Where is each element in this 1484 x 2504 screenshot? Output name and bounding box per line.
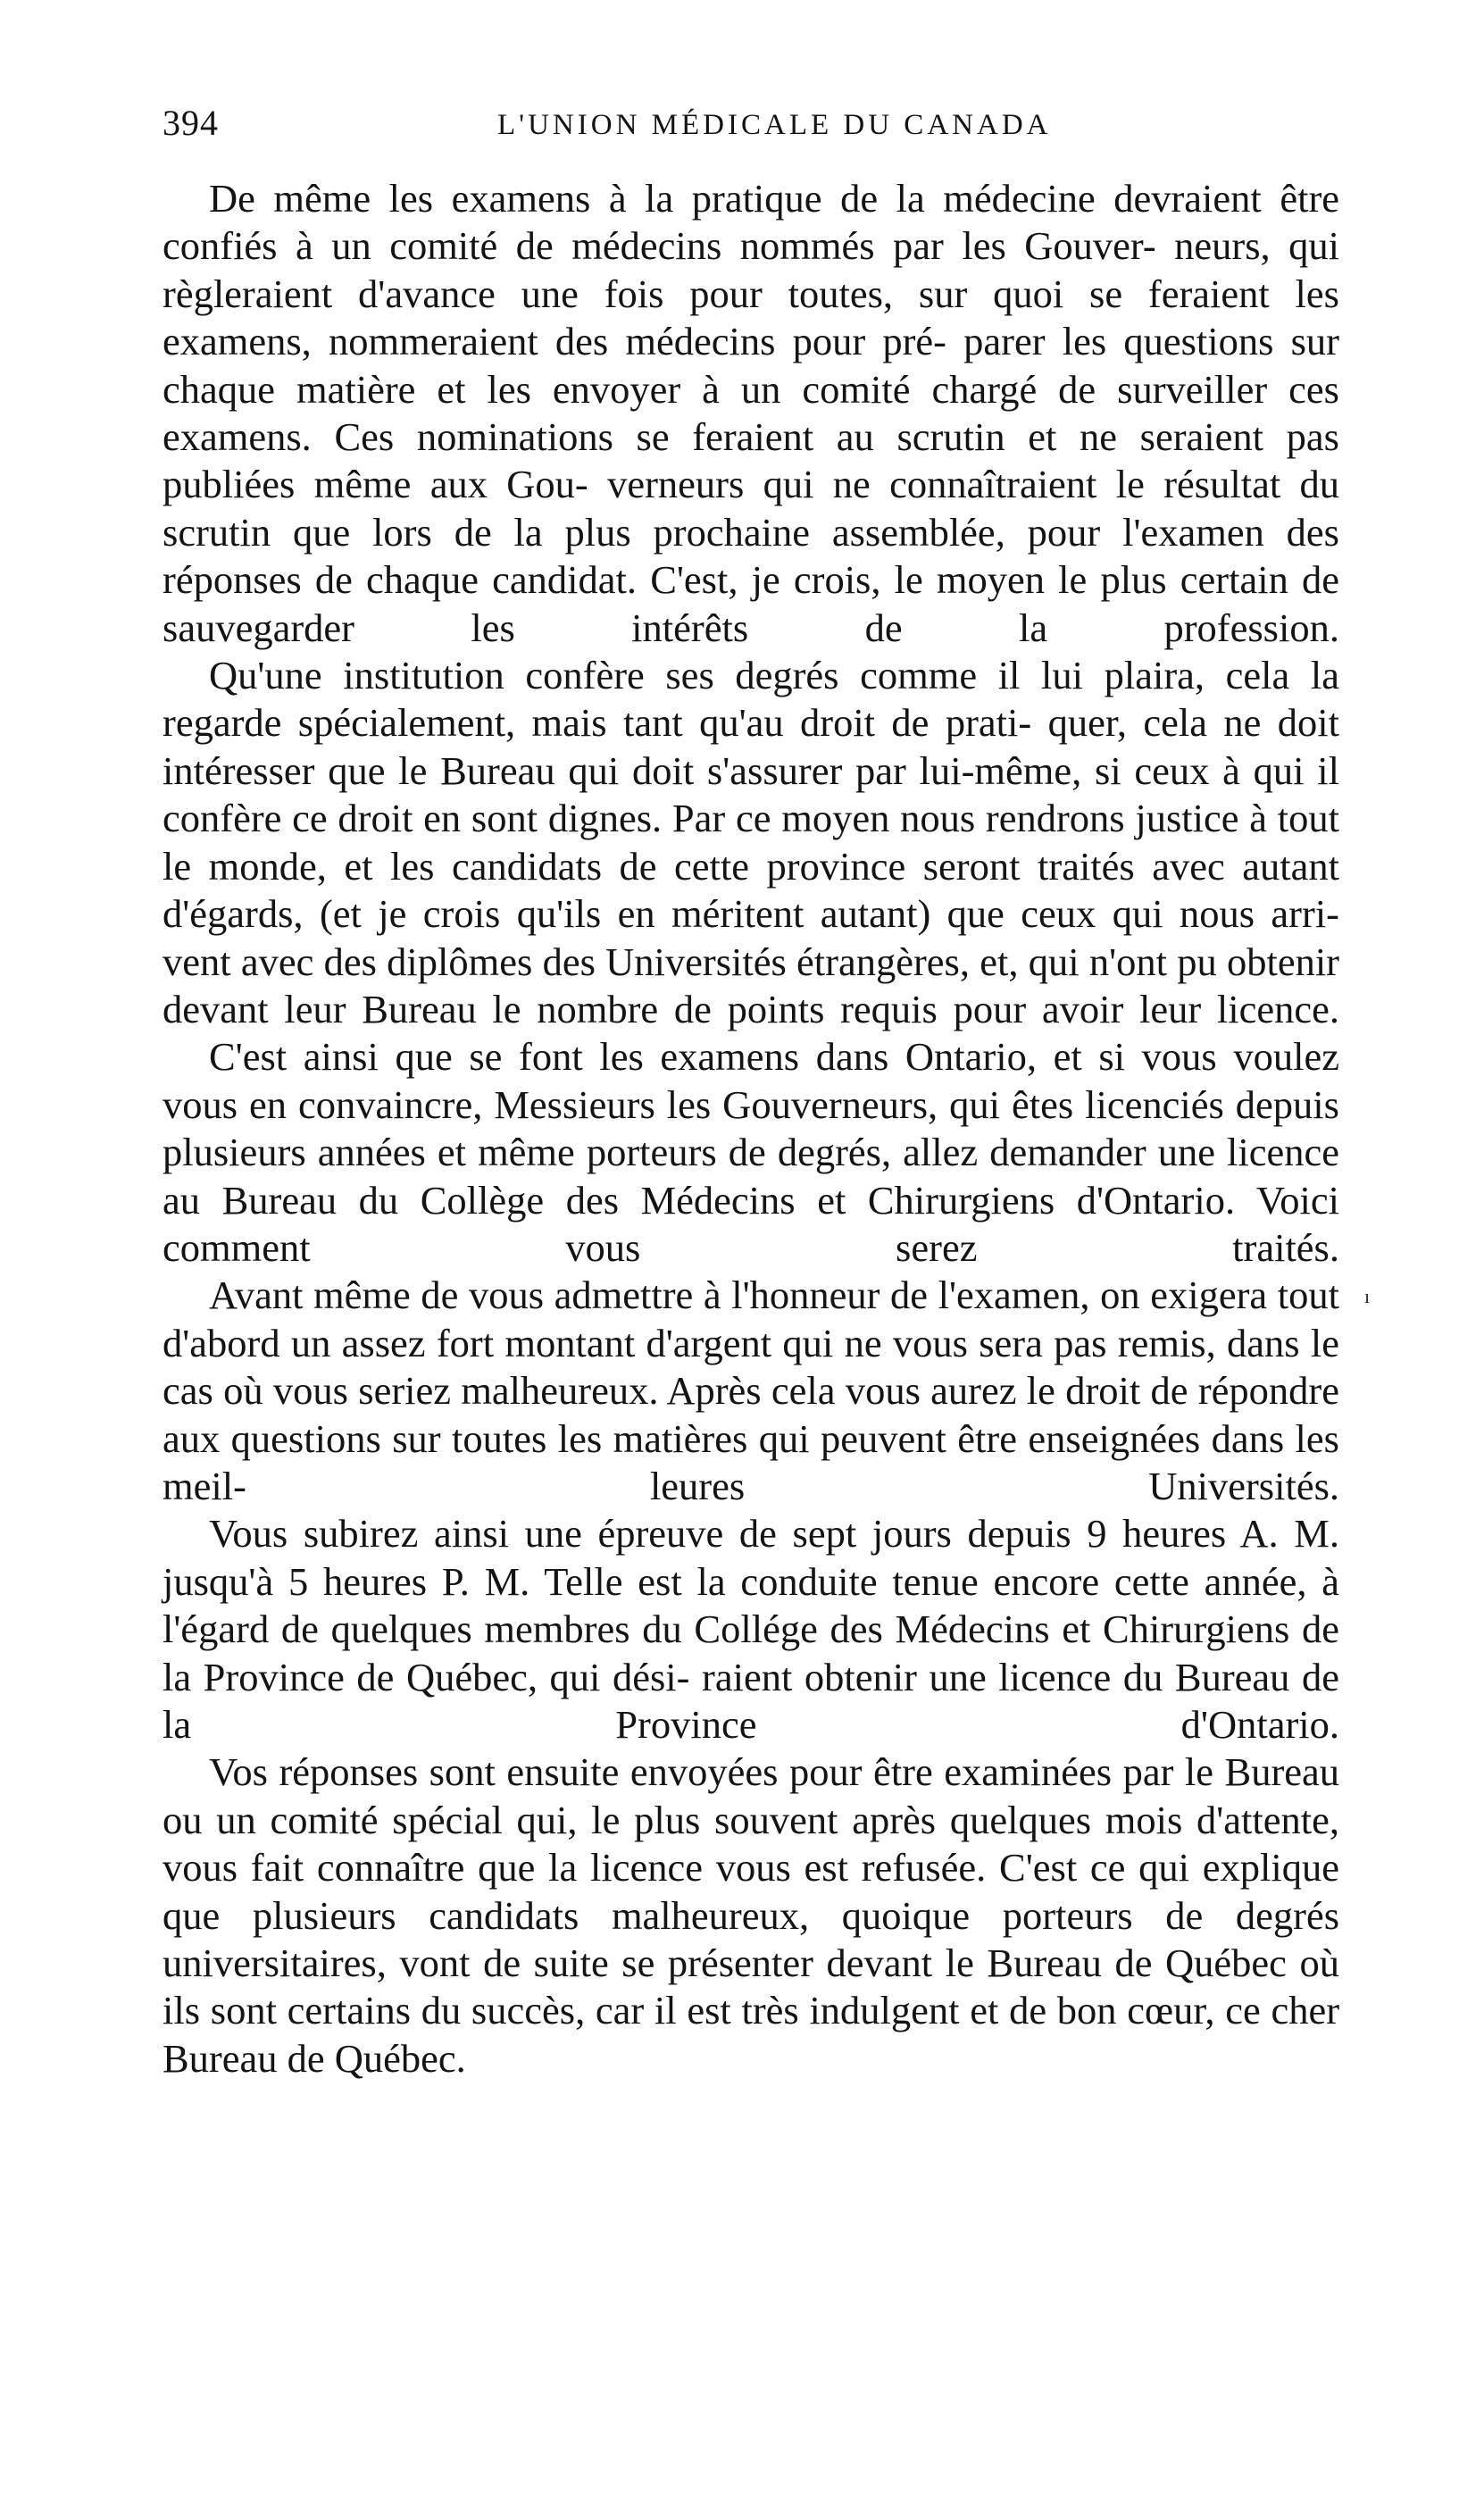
paragraph-3: [163, 1033, 1339, 1272]
text-line: être confiés à un comité de médecins nommés par les Gouver-: [163, 176, 1340, 269]
text-line: comité chargé de surveiller ces examens. Ces nominations se: [163, 366, 1340, 460]
text-line: licenciés depuis plusieurs années et même porteurs de degrés,: [163, 1081, 1339, 1175]
text-line: verneurs qui ne connaîtraient le résultat du scrutin que lors: [163, 462, 1340, 555]
text-line: de sauvegarder les intérêts de la profession.: [163, 557, 1340, 650]
text-line: quer, cela ne doit intéresser que le Bureau qui doit s'assurer: [163, 700, 1339, 793]
text-line: Vous subirez ainsi une épreuve de sept jours depuis 9 heures: [209, 1511, 1227, 1557]
running-head: [163, 96, 1341, 150]
text-line: par le Bureau ou un comité spécial qui, le plus souvent après: [163, 1749, 1340, 1842]
text-line: exigera tout d'abord un assez fort montant d'argent qui ne: [163, 1273, 1339, 1365]
text-line: candidats de cette province seront traités avec autant d'égards,: [163, 843, 1339, 937]
text-line: et Chirurgiens d'Ontario. Voici comment vous serez traités.: [163, 1177, 1339, 1270]
text-line: pour avoir leur licence.: [953, 986, 1339, 1031]
text-line: de la plus prochaine assemblée, pour l'examen des réponses: [163, 509, 1339, 603]
text-line: raient obtenir une licence du Bureau de la Province d'Ontario.: [163, 1654, 1339, 1747]
text-line: quelques mois d'attente, vous fait connaître que la licence vous: [163, 1797, 1340, 1891]
text-line: parer les questions sur chaque matière et les envoyer à un: [163, 319, 1339, 412]
text-line: feraient au scrutin et ne seraient pas publiées même aux Gou-: [163, 414, 1339, 507]
text-line: De même les examens à la pratique de la médecine devraient: [209, 176, 1262, 221]
text-line: Avant même de vous admettre à l'honneur de l'examen, on: [209, 1273, 1140, 1318]
text-line: allez demander une licence au Bureau du Collège des Médecins: [163, 1130, 1340, 1223]
text-line: Qu'une institution confère ses degrés comme il lui plaira,: [209, 653, 1205, 698]
text-line: de suite se présenter devant le Bureau de Québec où ils sont: [163, 1941, 1339, 2033]
text-line: malheureux, quoique porteurs de degrés universitaires, vont: [163, 1892, 1340, 1986]
text-line: vent avec des diplômes des Universités étrangères, et, qui: [163, 939, 1080, 984]
paragraph-5: [163, 1510, 1339, 1749]
text-line: A. M. jusqu'à 5 heures P. M. Telle est la conduite tenue encore: [163, 1511, 1339, 1604]
text-line: Après cela vous aurez le droit de répondre aux questions sur: [163, 1368, 1339, 1461]
text-line: de chaque candidat. C'est, je crois, le moyen le plus certain: [314, 557, 1288, 603]
text-line: cela la regarde spécialement, mais tant qu'au droit de prati-: [163, 653, 1339, 746]
text-line: cette année, à l'égard de quelques membres du Collége des: [163, 1558, 1339, 1652]
paragraph-2: [163, 652, 1339, 1033]
text-line: par lui-même, si ceux à qui il confère ce droit en sont dignes.: [163, 747, 1340, 841]
text-line: certains du succès, car il est très indulgent et de bon cœur, ce: [287, 1988, 1261, 2033]
margin-mark: ı: [1364, 1285, 1371, 1307]
text-line: (et je crois qu'ils en méritent autant) que ceux qui nous arri-: [319, 891, 1340, 937]
page-number: 394: [163, 103, 219, 143]
text-line: voulez vous en convaincre, Messieurs les Gouverneurs, qui êtes: [163, 1034, 1339, 1127]
text-line: leures Universités.: [649, 1463, 1340, 1508]
text-line: Par ce moyen nous rendrons justice à tout le monde, et les: [163, 796, 1339, 889]
text-line: C'est ainsi que se font les examens dans Ontario, et si vous: [209, 1034, 1217, 1080]
text-line: vous sera pas remis, dans le cas où vous seriez malheureux.: [163, 1320, 1339, 1414]
text-line: neurs, qui règleraient d'avance une fois pour toutes, sur quoi: [163, 223, 1339, 316]
text-line: n'ont pu obtenir devant leur Bureau le nombre de points requis: [163, 939, 1340, 1031]
text-line: est refusée. C'est ce qui explique que plusieurs candidats: [163, 1845, 1340, 1938]
paragraph-6: [163, 1749, 1339, 2082]
paragraph-4: [163, 1272, 1339, 1510]
article-body: [163, 175, 1339, 2082]
text-line: Vos réponses sont ensuite envoyées pour être examinées: [209, 1749, 1113, 1795]
journal-title: L'UNION MÉDICALE DU CANADA: [497, 109, 1052, 141]
paragraph-1: [163, 175, 1339, 652]
text-line: cher Bureau de Québec.: [163, 1988, 1340, 2081]
text-line: Médecins et Chirurgiens de la Province de Québec, qui dési-: [163, 1607, 1340, 1699]
text-line: se feraient les examens, nommeraient des médecins pour pré-: [163, 271, 1339, 364]
text-line: toutes les matières qui peuvent être enseignées dans les meil-: [163, 1415, 1339, 1508]
